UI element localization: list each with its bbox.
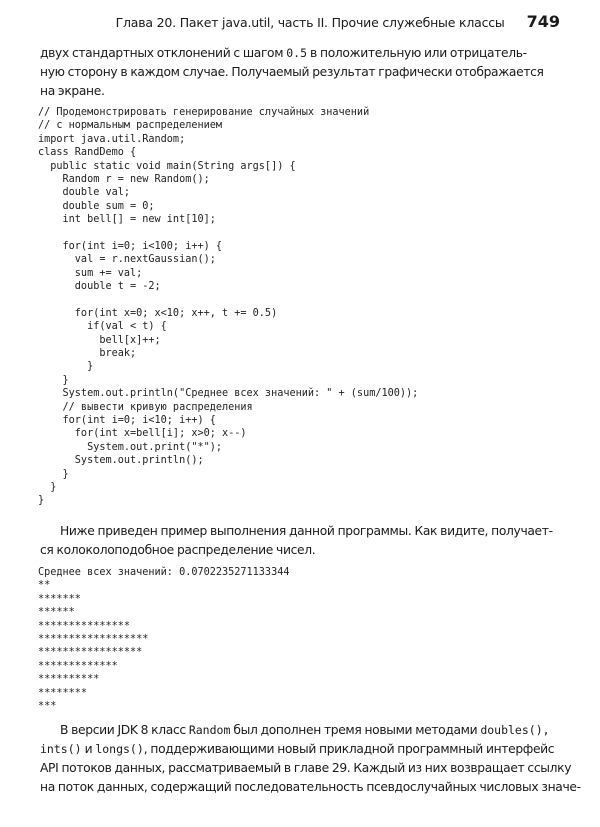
code-line	[38, 227, 578, 240]
intro-line-3: на экране.	[40, 84, 105, 98]
code-line: }	[38, 361, 94, 373]
code-line: for(int i=0; i<10; i++) {	[38, 414, 216, 426]
output-line: *****************	[38, 647, 143, 659]
closing-line-4: на поток данных, содержащий последовательность псевдослучайных числовых значе-	[40, 780, 581, 794]
code-line: sum += val;	[38, 267, 143, 279]
code-line: val = r.nextGaussian();	[38, 254, 216, 266]
output-line: ******	[38, 607, 75, 619]
code-line: Random r = new Random();	[38, 173, 210, 185]
inline-code: longs()	[95, 742, 144, 756]
code-line: // вывести кривую распределения	[38, 401, 253, 413]
code-line: System.out.println("Среднее всех значений: " + (sum/100));	[38, 388, 419, 400]
code-line: break;	[38, 348, 137, 360]
closing-line-3: API потоков данных, рассматриваемый в главе 29. Каждый из них возвращает ссылку	[40, 761, 572, 775]
code-line: System.out.println();	[38, 455, 204, 467]
output-line: *******	[38, 593, 81, 605]
output-line: **	[38, 580, 51, 592]
code-line: }	[38, 481, 57, 493]
inline-code: ints()	[40, 742, 82, 756]
code-line	[38, 293, 578, 306]
code-line: }	[38, 495, 45, 507]
running-header	[40, 12, 560, 34]
code-line: // с нормальным распределением	[38, 120, 223, 132]
result-line-1: Ниже приведен пример выполнения данной программы. Как видите, получает-	[60, 524, 553, 538]
code-line: for(int i=0; i<100; i++) {	[38, 240, 223, 252]
code-line: import java.util.Random;	[38, 133, 186, 145]
code-line: // Продемонстрировать генерирование случайных значений	[38, 107, 370, 118]
code-line: class RandDemo {	[38, 147, 137, 159]
code-line: }	[38, 374, 69, 386]
output-line: Среднее всех значений: 0.0702235271133344	[38, 567, 290, 578]
output-line: **********	[38, 674, 100, 686]
intro-paragraph	[40, 44, 562, 101]
inline-code: doubles(),	[480, 723, 550, 737]
code-listing	[38, 106, 578, 508]
code-line: for(int x=bell[i]; x>0; x--)	[38, 428, 247, 440]
code-line: int bell[] = new int[10];	[38, 214, 216, 226]
output-line: ***	[38, 700, 57, 712]
code-line: for(int x=0; x<10; x++, t += 0.5)	[38, 307, 278, 319]
page-number: 749	[526, 12, 560, 31]
output-line: *************	[38, 660, 118, 672]
output-line: ********	[38, 687, 88, 699]
code-line: double sum = 0;	[38, 200, 155, 212]
code-line: System.out.print("*");	[38, 441, 223, 453]
closing-line-1: В версии JDK 8 класс Random был дополнен тремя новыми методами doubles(),	[60, 723, 550, 737]
chapter-title: Глава 20. Пакет java.util, часть II. Прочие служебные классы	[115, 15, 505, 30]
closing-line-2: ints() и longs(), поддерживающими новый прикладной программный интерфейс	[40, 742, 555, 756]
result-line-2: ся колоколоподобное распределение чисел.	[40, 543, 316, 557]
code-line: }	[38, 468, 69, 480]
closing-paragraph	[40, 721, 581, 797]
program-output	[38, 566, 578, 713]
code-line: double t = -2;	[38, 281, 161, 293]
intro-line-2: ную сторону в каждом случае. Получаемый результат графически отображается	[40, 65, 544, 79]
output-line: ******************	[38, 633, 149, 645]
inline-code: Random	[188, 723, 231, 737]
code-line: public static void main(String args[]) {	[38, 160, 296, 172]
inline-code: 0.5	[286, 46, 307, 60]
code-line: if(val < t) {	[38, 321, 167, 333]
intro-line-1: двух стандартных отклонений с шагом 0.5 в положительную или отрицатель-	[40, 46, 527, 60]
output-line: ***************	[38, 620, 131, 632]
result-paragraph	[40, 522, 562, 560]
code-line: double val;	[38, 187, 131, 199]
code-line: bell[x]++;	[38, 334, 161, 346]
